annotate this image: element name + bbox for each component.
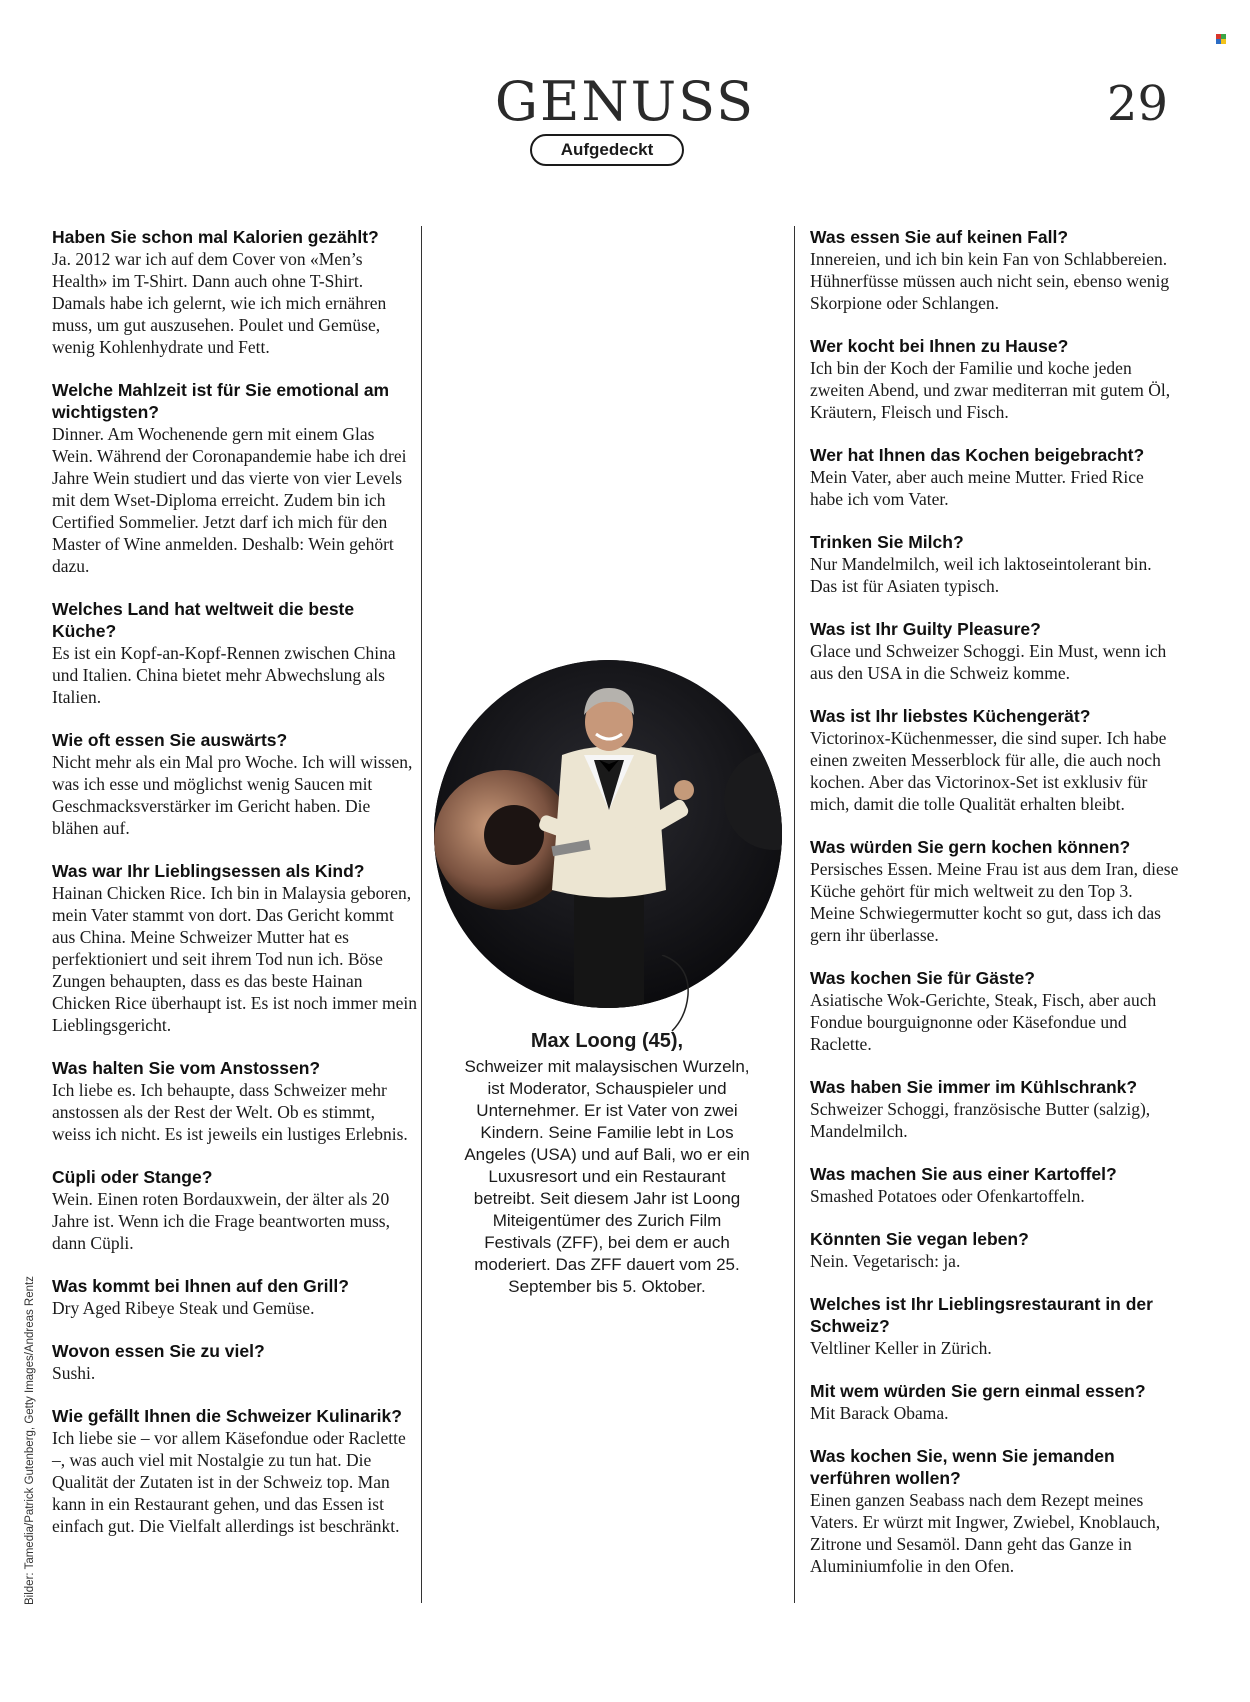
answer-text: Schweizer Schoggi, französische Butter (salzig), Mandelmilch.	[810, 1099, 1151, 1141]
answer-text: Persisches Essen. Meine Frau ist aus dem Iran, diese Küche gehört für mich weltweit zu den Top 3. Meine Schwiegermutter kocht so gut, dass ich das gern ihr überlasse.	[810, 859, 1179, 945]
portrait-photo	[434, 660, 782, 1008]
qa-block	[52, 1340, 417, 1384]
caption-pointer-line	[660, 955, 700, 1035]
question-heading: Was halten Sie vom Anstossen?	[52, 1058, 321, 1078]
answer-text: Wein. Einen roten Bordauxwein, der älter als 20 Jahre ist. Wenn ich die Frage beantworten muss, dann Cüpli.	[52, 1189, 390, 1253]
question-heading: Cüpli oder Stange?	[52, 1167, 213, 1187]
left-column	[52, 226, 417, 1558]
answer-text: Victorinox-Küchenmesser, die sind super. Ich habe einen zweiten Messerblock für alle, die auch noch kochen. Aber das Victorinox-Set ist exklusiv für mich, damit die tolle Qualität erhalten bleibt.	[810, 728, 1167, 814]
question-heading: Mit wem würden Sie gern einmal essen?	[810, 1381, 1146, 1401]
answer-text: Veltliner Keller in Zürich.	[810, 1338, 992, 1358]
qa-block	[810, 618, 1180, 684]
question-heading: Was kochen Sie für Gäste?	[810, 968, 1035, 988]
qa-block	[810, 1228, 1180, 1272]
question-heading: Was haben Sie immer im Kühlschrank?	[810, 1077, 1138, 1097]
question-heading: Haben Sie schon mal Kalorien gezählt?	[52, 227, 379, 247]
question-heading: Was kommt bei Ihnen auf den Grill?	[52, 1276, 349, 1296]
answer-text: Mein Vater, aber auch meine Mutter. Fried Rice habe ich vom Vater.	[810, 467, 1144, 509]
qa-block	[810, 226, 1180, 314]
answer-text: Sushi.	[52, 1363, 96, 1383]
qa-block	[810, 1445, 1180, 1577]
right-column	[810, 226, 1180, 1598]
question-heading: Trinken Sie Milch?	[810, 532, 964, 552]
qa-block	[52, 1057, 417, 1145]
photo-credit: Bilder: Tamedia/Patrick Gutenberg, Getty Images/Andreas Rentz	[24, 1276, 36, 1605]
question-heading: Welche Mahlzeit ist für Sie emotional am wichtigsten?	[52, 380, 390, 422]
section-tag: Aufgedeckt	[530, 134, 684, 166]
qa-block	[810, 1163, 1180, 1207]
answer-text: Ich bin der Koch der Familie und koche jeden zweiten Abend, und zwar mediterran mit gutem Öl, Kräutern, Fleisch und Fisch.	[810, 358, 1171, 422]
answer-text: Mit Barack Obama.	[810, 1403, 949, 1423]
column-divider-right	[794, 226, 795, 1603]
answer-text: Ich liebe es. Ich behaupte, dass Schweizer mehr anstossen als der Rest der Welt. Ob es stimmt, weiss ich nicht. Es ist jeweils ein lustiges Erlebnis.	[52, 1080, 408, 1144]
caption-text: Schweizer mit malaysischen Wurzeln, ist Moderator, Schauspieler und Unternehmer. Er ist Vater von zwei Kindern. Seine Familie lebt in Los Angeles (USA) und auf Bali, wo er ein Luxusresort und ein Restaurant betreibt. Seit diesem Jahr ist Loong Miteigentümer des Zurich Film Festivals (ZFF), bei dem er auch moderiert. Das ZFF dauert vom 25. September bis 5. Oktober.	[464, 1057, 750, 1296]
qa-block	[52, 379, 417, 577]
qa-block	[810, 967, 1180, 1055]
question-heading: Wie oft essen Sie auswärts?	[52, 730, 288, 750]
question-heading: Was essen Sie auf keinen Fall?	[810, 227, 1069, 247]
portrait-caption	[462, 1028, 752, 1298]
page-number: 29	[1106, 76, 1168, 132]
section-title: GENUSS	[494, 70, 756, 133]
answer-text: Hainan Chicken Rice. Ich bin in Malaysia geboren, mein Vater stammt von dort. Das Gericht kommt aus China. Meine Schweizer Mutter hat es perfektioniert und seit ihrem Tod nun ich. Böse Zungen behaupten, dass es das beste Hainan Chicken Rice überhaupt ist. Es ist noch immer mein Lieblingsgericht.	[52, 883, 417, 1035]
answer-text: Asiatische Wok-Gerichte, Steak, Fisch, aber auch Fondue bourguignonne oder Käsefondue und Raclette.	[810, 990, 1157, 1054]
qa-block	[52, 1275, 417, 1319]
answer-text: Innereien, und ich bin kein Fan von Schlabbereien. Hühnerfüsse müssen auch nicht sein, ebenso wenig Skorpione oder Schlangen.	[810, 249, 1170, 313]
question-heading: Wovon essen Sie zu viel?	[52, 1341, 265, 1361]
qa-block	[810, 1380, 1180, 1424]
question-heading: Wer hat Ihnen das Kochen beigebracht?	[810, 445, 1145, 465]
qa-block	[52, 1166, 417, 1254]
answer-text: Dinner. Am Wochenende gern mit einem Glas Wein. Während der Coronapandemie habe ich drei Jahre Wein studiert und das vierte von vier Levels mit dem Wset-Diploma erreicht. Zudem bin ich Certified Sommelier. Jetzt darf ich mich für den Master of Wine anmelden. Deshalb: Wein gehört dazu.	[52, 424, 407, 576]
question-heading: Welches Land hat weltweit die beste Küche?	[52, 599, 355, 641]
qa-block	[810, 531, 1180, 597]
corner-color-mark	[1216, 34, 1226, 44]
qa-block	[810, 444, 1180, 510]
qa-block	[52, 1405, 417, 1537]
caption-name: Max Loong (45),	[530, 1030, 684, 1052]
qa-block	[810, 1076, 1180, 1142]
qa-block	[52, 226, 417, 358]
qa-block	[810, 836, 1180, 946]
answer-text: Es ist ein Kopf-an-Kopf-Rennen zwischen China und Italien. China bietet mehr Abwechslung als Italien.	[52, 643, 396, 707]
question-heading: Was würden Sie gern kochen können?	[810, 837, 1131, 857]
question-heading: Wie gefällt Ihnen die Schweizer Kulinarik?	[52, 1406, 402, 1426]
qa-block	[52, 729, 417, 839]
question-heading: Was machen Sie aus einer Kartoffel?	[810, 1164, 1117, 1184]
answer-text: Nicht mehr als ein Mal pro Woche. Ich will wissen, was ich esse und möglichst wenig Saucen mit Geschmacksverstärker im Gericht haben. Die blähen auf.	[52, 752, 413, 838]
qa-block	[810, 705, 1180, 815]
qa-block	[810, 1293, 1180, 1359]
qa-block	[52, 860, 417, 1036]
question-heading: Welches ist Ihr Lieblingsrestaurant in der Schweiz?	[810, 1294, 1153, 1336]
answer-text: Einen ganzen Seabass nach dem Rezept meines Vaters. Er würzt mit Ingwer, Zwiebel, Knoblauch, Zitrone und Sesamöl. Dann geht das Ganze in Aluminiumfolie in den Ofen.	[810, 1490, 1161, 1576]
question-heading: Was kochen Sie, wenn Sie jemanden verführen wollen?	[810, 1446, 1115, 1488]
answer-text: Smashed Potatoes oder Ofenkartoffeln.	[810, 1186, 1085, 1206]
answer-text: Ich liebe sie – vor allem Käsefondue oder Raclette –, was auch viel mit Nostalgie zu tun hat. Die Qualität der Zutaten ist in der Schweiz top. Man kann in ein Restaurant gehen, und das Essen ist einfach gut. Die Vielfalt allerdings ist beschränkt.	[52, 1428, 406, 1536]
question-heading: Könnten Sie vegan leben?	[810, 1229, 1029, 1249]
answer-text: Glace und Schweizer Schoggi. Ein Must, wenn ich aus den USA in die Schweiz komme.	[810, 641, 1167, 683]
column-divider-left	[421, 226, 422, 1603]
question-heading: Was ist Ihr Guilty Pleasure?	[810, 619, 1041, 639]
question-heading: Was ist Ihr liebstes Küchengerät?	[810, 706, 1091, 726]
qa-block	[810, 335, 1180, 423]
answer-text: Dry Aged Ribeye Steak und Gemüse.	[52, 1298, 315, 1318]
question-heading: Wer kocht bei Ihnen zu Hause?	[810, 336, 1069, 356]
answer-text: Ja. 2012 war ich auf dem Cover von «Men’s Health» im T-Shirt. Dann auch ohne T-Shirt. Damals habe ich gelernt, wie ich mich ernähren muss, um gut auszusehen. Poulet und Gemüse, wenig Kohlenhydrate und Fett.	[52, 249, 387, 357]
qa-block	[52, 598, 417, 708]
answer-text: Nein. Vegetarisch: ja.	[810, 1251, 961, 1271]
answer-text: Nur Mandelmilch, weil ich laktoseintolerant bin. Das ist für Asiaten typisch.	[810, 554, 1152, 596]
question-heading: Was war Ihr Lieblingsessen als Kind?	[52, 861, 365, 881]
